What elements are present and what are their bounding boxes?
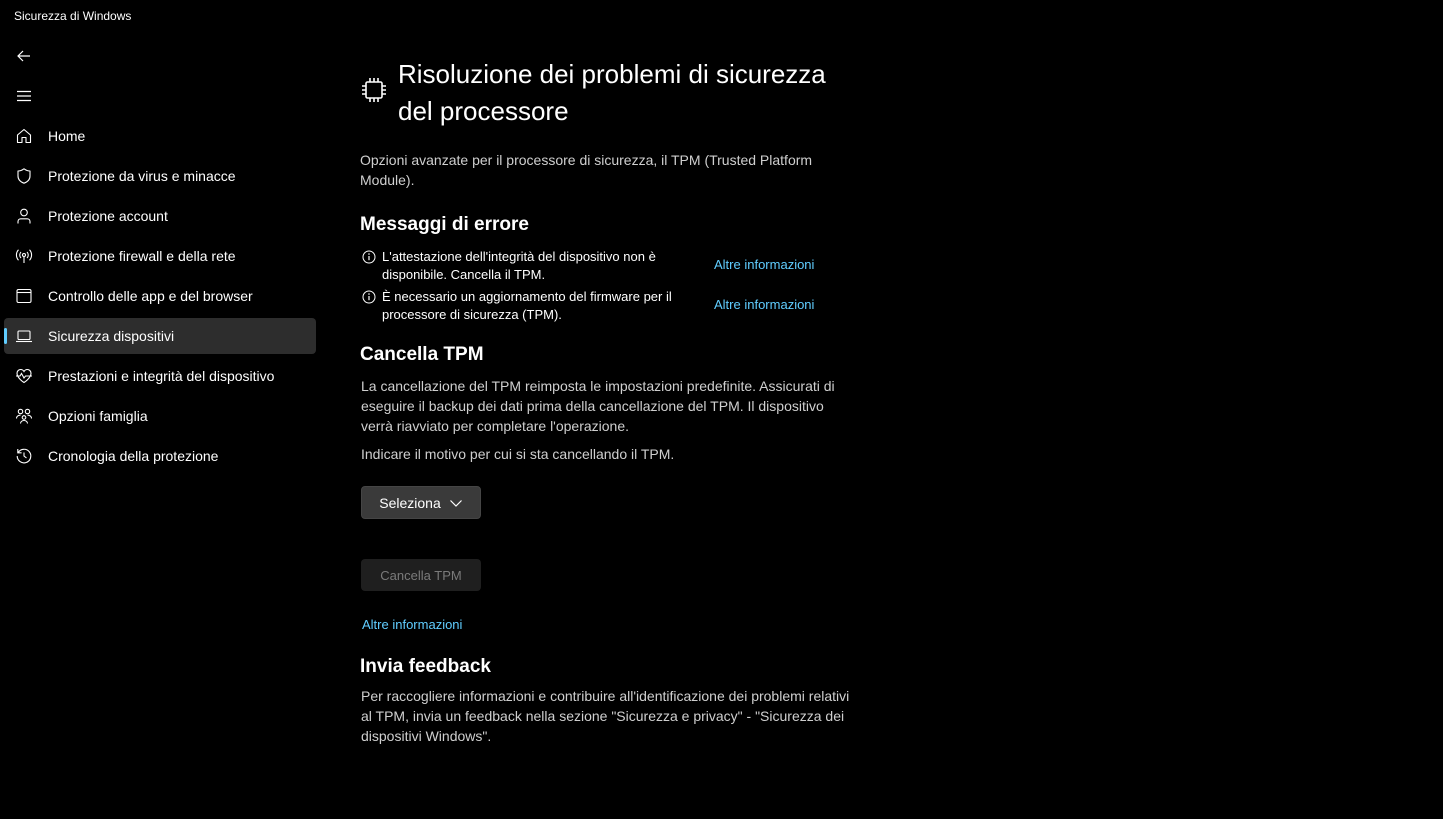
sidebar-item-label: Protezione account bbox=[48, 208, 168, 224]
clear-tpm-button: Cancella TPM bbox=[361, 559, 481, 591]
feedback-section bbox=[360, 656, 860, 746]
more-info-link[interactable]: Altre informazioni bbox=[714, 297, 815, 312]
family-icon bbox=[15, 407, 33, 425]
page-header bbox=[360, 56, 860, 130]
error-message bbox=[360, 288, 860, 322]
reason-prompt: Indicare il motivo per cui si sta cancellando il TPM. bbox=[361, 446, 675, 462]
antenna-icon bbox=[15, 247, 33, 265]
feedback-text: Per raccogliere informazioni e contribuire all'identificazione dei problemi relativi al TPM, invia un feedback nella sezione "Sicurezza e privacy" - "Sicurezza dei dispositivi Windows". bbox=[361, 688, 850, 744]
sidebar-item-device-security[interactable] bbox=[4, 318, 316, 354]
sidebar-item-label: Protezione da virus e minacce bbox=[48, 168, 236, 184]
error-text: È necessario un aggiornamento del firmware per il processore di sicurezza (TPM). bbox=[382, 289, 672, 322]
menu-button[interactable] bbox=[8, 80, 40, 112]
shield-icon bbox=[15, 167, 33, 185]
sidebar-item-label: Protezione firewall e della rete bbox=[48, 248, 236, 264]
section-title: Messaggi di errore bbox=[360, 214, 529, 235]
sidebar-item-label: Cronologia della protezione bbox=[48, 448, 219, 464]
info-icon bbox=[362, 290, 376, 304]
section-title: Invia feedback bbox=[360, 656, 491, 677]
main-content bbox=[360, 56, 860, 746]
browser-window-icon bbox=[15, 287, 33, 305]
person-icon bbox=[15, 207, 33, 225]
hamburger-menu-icon bbox=[16, 88, 32, 104]
info-icon bbox=[362, 250, 376, 264]
chevron-down-icon bbox=[449, 496, 463, 510]
sidebar-nav bbox=[4, 118, 316, 478]
clear-tpm-section bbox=[360, 344, 860, 632]
page-subtitle: Opzioni avanzate per il processore di sicurezza, il TPM (Trusted Platform Module). bbox=[360, 152, 813, 188]
heart-pulse-icon bbox=[15, 367, 33, 385]
history-icon bbox=[15, 447, 33, 465]
sidebar-item-label: Opzioni famiglia bbox=[48, 408, 148, 424]
reason-dropdown[interactable] bbox=[361, 486, 481, 519]
sidebar-item-device-performance[interactable] bbox=[4, 358, 316, 394]
dropdown-label: Seleziona bbox=[379, 494, 441, 511]
more-info-link[interactable]: Altre informazioni bbox=[714, 257, 815, 272]
laptop-icon bbox=[15, 327, 33, 345]
error-text: L'attestazione dell'integrità del dispositivo non è disponibile. Cancella il TPM. bbox=[382, 249, 656, 282]
processor-chip-icon bbox=[360, 76, 388, 104]
more-info-link[interactable]: Altre informazioni bbox=[362, 617, 463, 632]
sidebar-item-home[interactable] bbox=[4, 118, 316, 154]
page-title: Risoluzione dei problemi di sicurezza del processore bbox=[398, 59, 826, 126]
clear-tpm-description: La cancellazione del TPM reimposta le impostazioni predefinite. Assicurati di eseguire il backup dei dati prima della cancellazione del TPM. Il dispositivo verrà riavviato per completare l'operazione. bbox=[361, 378, 835, 434]
sidebar-item-firewall[interactable] bbox=[4, 238, 316, 274]
back-button[interactable] bbox=[8, 40, 40, 72]
window-title: Sicurezza di Windows bbox=[14, 9, 132, 23]
section-title: Cancella TPM bbox=[360, 344, 484, 365]
home-icon bbox=[15, 127, 33, 145]
sidebar-item-protection-history[interactable] bbox=[4, 438, 316, 474]
error-messages-section bbox=[360, 214, 860, 322]
error-message bbox=[360, 248, 860, 282]
sidebar-item-label: Sicurezza dispositivi bbox=[48, 328, 175, 344]
sidebar-item-app-browser-control[interactable] bbox=[4, 278, 316, 314]
sidebar-item-label: Controllo delle app e del browser bbox=[48, 288, 253, 304]
sidebar-item-label: Prestazioni e integrità del dispositivo bbox=[48, 368, 275, 384]
back-arrow-icon bbox=[16, 48, 32, 64]
sidebar-item-account-protection[interactable] bbox=[4, 198, 316, 234]
sidebar-item-label: Home bbox=[48, 128, 86, 144]
sidebar-item-virus-protection[interactable] bbox=[4, 158, 316, 194]
sidebar-item-family-options[interactable] bbox=[4, 398, 316, 434]
